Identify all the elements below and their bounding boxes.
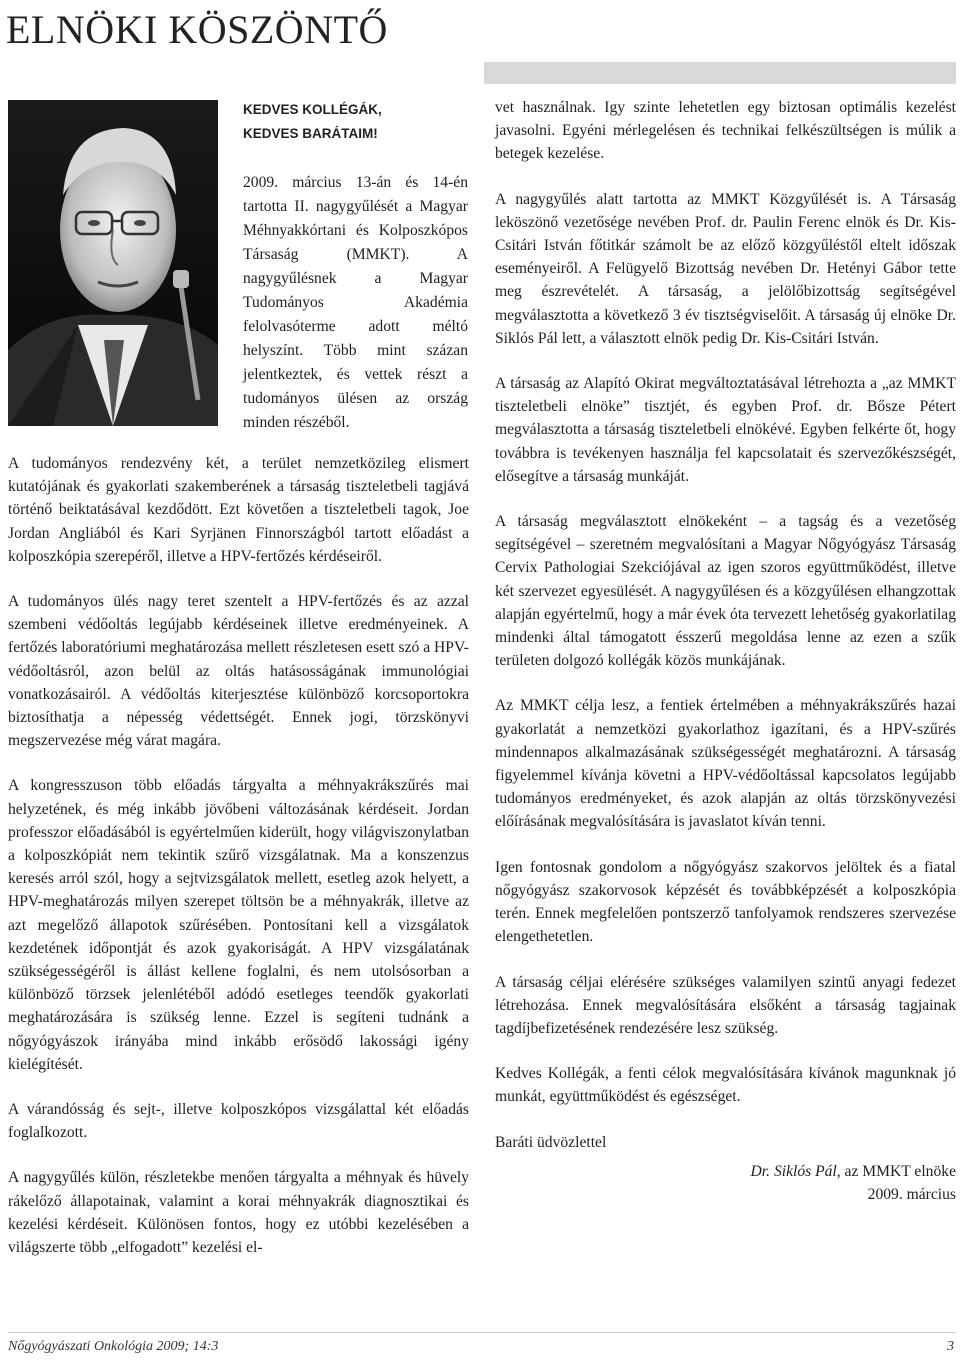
footer-page-number: 3 bbox=[947, 1339, 954, 1354]
author-portrait-photo bbox=[8, 100, 218, 426]
signature-date: 2009. március bbox=[867, 1185, 956, 1203]
salutation bbox=[243, 98, 473, 146]
left-paragraph: A nagygyűlés külön, részletekbe menően tárgyalta a méhnyak és hüvely rákelőző állapotainak, valamint a korai méhnyakrák diagnosztikai és kezelési kérdéseit. Különösen fontos, hogy ez utóbbi kezelésében a világszerte több „elfogadott” kezelési el- bbox=[8, 1169, 469, 1257]
right-paragraph: A társaság megválasztott elnökeként – a tagság és a vezetőség segítségével – szeretném megvalósítani a Magyar Nőgyógyász Társaság Cervix Pathologiai Szekciójával az igen szoros együttműködést, illetve két szervezet egyesülését. A nagygyűlésen és a közgyűlésen elhangzottak alapján egyértelmű, hogy a már évek óta tervezett lehetőség gyakorlatilag mindenki által támogatott ésszerű megoldása lenne az ezen a szűk területen dolgozó kollégák közös munkájának. bbox=[495, 513, 956, 670]
right-paragraph: Igen fontosnak gondolom a nőgyógyász szakorvos jelöltek és a fiatal nőgyógyász szakorvosok képzését és továbbképzését a kolposzkópia terén. Ennek megfelelően pontszerző tanfolyamok rendszeres szervezése elengethetetlen. bbox=[495, 858, 956, 946]
left-paragraph: A kongresszuson több előadás tárgyalta a méhnyakrákszűrés mai helyzetének, és még inkább jövőbeni változásának kérdéseit. Jordan professzor előadásából is egyértelműen kiderült, hogy világviszonylatban a kolposzkópiát nem tekintik szűrő vizsgálatnak. Ma a konszenzus keresés arról szól, hogy a sejtvizsgálatok mellett, esetleg azok helyett, a HPV-meghatározás milyen szerepet töltsön be a méhnyakrák, illetve az azt megelőző állapotok szűrésében. Pontosítani kell a vizsgálatok kezdetének időpontját és azok gyakoriságát. A HPV vizsgálatának szükségességéről is állást kellene foglalni, és nem utolsósorban a különböző törzsek jelenlétéből adódó esetleges teendők gyakorlati meghatározására is szükség lenne. Ezzel is segíteni tudnánk a nőgyógyászok irányába mind inkább erősödő lakossági igény kielégítését. bbox=[8, 777, 469, 1073]
right-paragraph: Az MMKT célja lesz, a fentiek értelmében a méhnyakrákszűrés hazai gyakorlatát a nemzetközi gyakorlathoz igazítani, és a HPV-szűrés mindennapos alkalmazásának szükségességét meghatározni. A társaság figyelemmel kívánja követni a HPV-védőoltással kapcsolatos legújabb tudományos eredményeket, és azok alapján az oltás törzskönyvezési előírásának megvalósítására is javaslatot kíván tenni. bbox=[495, 697, 956, 831]
page-title: ELNÖKI KÖSZÖNTŐ bbox=[6, 7, 388, 52]
signature-role: az MMKT elnöke bbox=[840, 1162, 956, 1180]
right-paragraph: A társaság céljai elérésére szükséges valamilyen szintű anyagi fedezet létrehozása. Ennek megvalósítására elsőként a társaság tagjainak tagdíjbefizetésének rendezésére lesz szükség. bbox=[495, 973, 956, 1037]
left-paragraph: A várandósság és sejt-, illetve kolposzkópos vizsgálattal két előadás foglalkozott. bbox=[8, 1101, 469, 1142]
right-paragraph: Kedves Kollégák, a fenti célok megvalósítására kívánok magunknak jó munkát, együttműködést és egészséget. bbox=[495, 1065, 956, 1106]
left-column bbox=[8, 452, 469, 1281]
intro-paragraph-container bbox=[243, 171, 468, 435]
intro-paragraph: 2009. március 13-án és 14-én tartotta II. nagygyűlését a Magyar Méhnyakkórtani és Kolposzkópos Társaság (MMKT). A nagygyűlésnek a Magyar Tudományos Akadémia felolvasóterme adott méltó helyszínt. Több mint százan jelentkeztek, és vettek részt a tudományos ülésen az ország minden részéből. bbox=[243, 174, 468, 431]
left-paragraph: A tudományos rendezvény két, a terület nemzetközileg elismert kutatójának és gyakorlati szakemberének a társaság tiszteletbeli tagjává történő beiktatásával kezdődött. Ezt követően a tiszteletbeli tagok, Joe Jordan Angliából és Kari Syrjänen Finnországból tartott előadást a kolposzkópia szerepéről, illetve a HPV-fertőzés kérdéseiről. bbox=[8, 455, 469, 565]
salutation-line-1: KEDVES KOLLÉGÁK, bbox=[243, 102, 382, 117]
right-paragraph: A társaság az Alapító Okirat megváltoztatásával létrehozta a „az MMKT tiszteletbeli elnöke” tisztjét, és egyben Prof. dr. Bősze Pétert megválasztotta a társaság tiszteletbeli elnökévé. Egyben felkérte őt, hogy továbbra is tevékenyen használja fel kapcsolatait és szervezőkészségét, elősegítve a társaság munkáját. bbox=[495, 375, 956, 485]
right-column bbox=[495, 96, 956, 1206]
footer-divider bbox=[8, 1332, 956, 1333]
signature-line bbox=[495, 1160, 956, 1183]
title-bar bbox=[484, 62, 956, 84]
signature-name: Dr. Siklós Pál, bbox=[750, 1162, 841, 1180]
left-paragraph: A tudományos ülés nagy teret szentelt a HPV-fertőzés és az azzal szembeni védőoltás legújabb kérdéseinek illetve eredményeinek. A fertőzés laboratóriumi meghatározása mellett részletesen esett szó a HPV-védőoltásról, azon belül az oltás hatásosságának immunológiai vonatkozásairól. A védőoltás kiterjesztése különböző korcsoportokra biztosíthatja a népesség védettségét. Ennek jogi, törzskönyvi megszervezése még várat magára. bbox=[8, 593, 469, 750]
closing-greeting: Baráti üdvözlettel bbox=[495, 1133, 607, 1151]
salutation-line-2: KEDVES BARÁTAIM! bbox=[243, 126, 378, 141]
right-paragraph: vet használnak. Igy szinte lehetetlen egy biztosan optimális kezelést javasolni. Egyéni mérlegelésen és technikai felkészültségen is múlik a betegek kezelése. bbox=[495, 99, 956, 163]
footer-journal-citation: Nőgyógyászati Onkológia 2009; 14:3 bbox=[8, 1339, 219, 1354]
right-paragraph: A nagygyűlés alatt tartotta az MMKT Közgyűlését is. A Társaság leköszönő vezetősége nevében Prof. dr. Paulin Ferenc elnök és Dr. Kis-Csitári István főtitkár számolt be az előző közgyűléstől eltelt időszak eseményeiről. A Felügyelő Bizottság nevében Dr. Hetényi Gábor tette meg észrevételét. A társaság, a jelölőbizottság segítségével megválasztotta a következő 3 év tisztségviselőit. A társaság új elnöke Dr. Siklós Pál lett, a választott elnök pedig Dr. Kis-Csitári István. bbox=[495, 190, 956, 347]
